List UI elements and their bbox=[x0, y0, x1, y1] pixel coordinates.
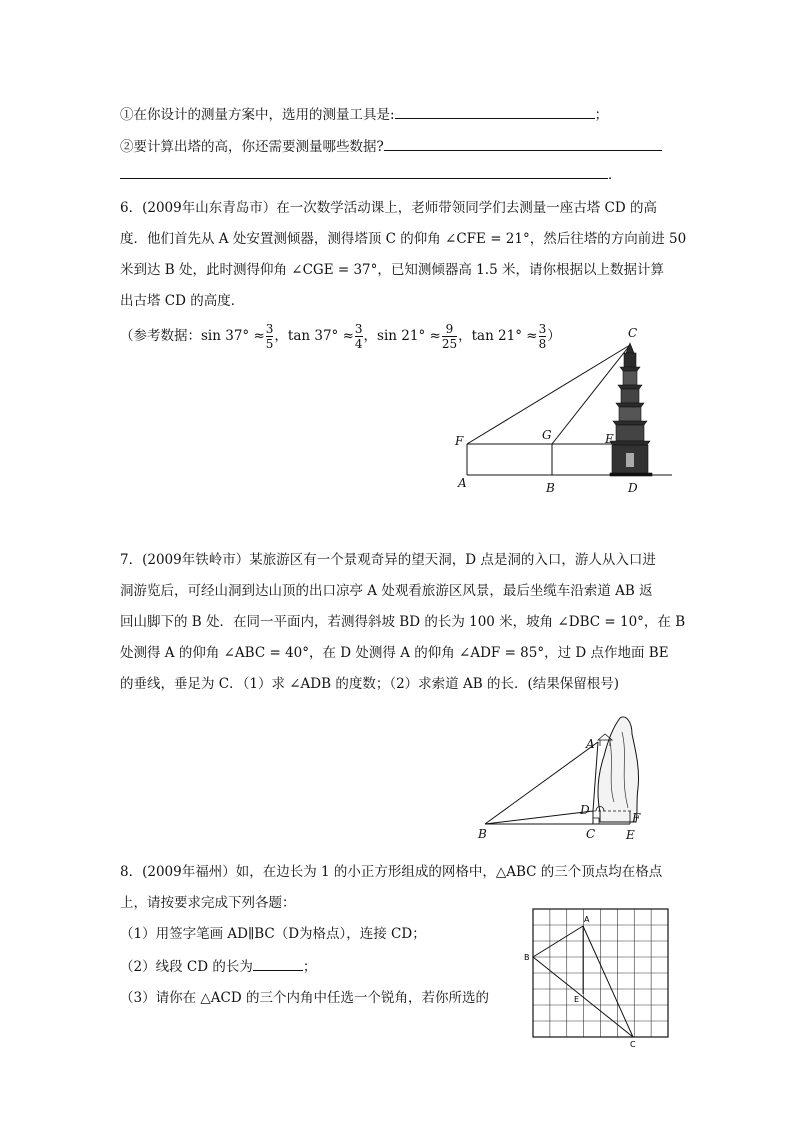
q6-ref-prefix: （参考数据：sin 37° ≈ bbox=[120, 328, 265, 344]
q6-label-a: A bbox=[458, 476, 467, 490]
q6-frac-sin21: $\frac{9}{25}$ bbox=[441, 322, 458, 351]
q8-label-c: C bbox=[630, 1040, 636, 1049]
mountain-icon bbox=[598, 717, 639, 822]
q7-label-c: C bbox=[586, 827, 596, 841]
q8-figure bbox=[518, 904, 678, 1049]
q8-item2-blank[interactable] bbox=[253, 956, 303, 971]
q6-ref-tan37-label: ，tan 37° ≈ bbox=[274, 328, 354, 344]
q8-item3: （3）请你在 △ACD 的三个内角中任选一个锐角，若你所选的 bbox=[120, 990, 489, 1006]
q8-line2: 上，请按要求完成下列各题： bbox=[120, 895, 296, 911]
q8-line-ab bbox=[533, 926, 583, 957]
q8-label-e: E bbox=[574, 995, 580, 1004]
q5-item2-blank-2[interactable] bbox=[120, 164, 608, 179]
q6-label-f: F bbox=[455, 434, 464, 448]
q6-line1: 6．(2009年山东青岛市）在一次数学活动课上，老师带领同学们去测量一座古塔 CD 的高 bbox=[120, 200, 657, 216]
q7-line3: 回山脚下的 B 处．在同一平面内，若测得斜坡 BD 的长为 100 米，坡角 ∠DBC = 10°，在 B bbox=[120, 614, 686, 630]
q6-label-b: B bbox=[546, 481, 555, 495]
q7-label-f: F bbox=[632, 811, 641, 825]
q6-line3: 米到达 B 处，此时测得仰角 ∠CGE = 37°，已知测倾器高 1.5 米，请你根据以上数据计算 bbox=[120, 262, 664, 278]
q6-line4: 出古塔 CD 的高度． bbox=[120, 293, 245, 309]
q8-item1: （1）用签字笔画 AD∥BC（D为格点），连接 CD； bbox=[120, 926, 426, 942]
q5-item2-text: ②要计算出塔的高，你还需要测量哪些数据? bbox=[120, 139, 384, 155]
q6-frac-sin37: $\frac{3}{5}$ bbox=[265, 322, 274, 351]
q8-item2-text: （2）线段 CD 的长为 bbox=[120, 959, 253, 975]
q7-line4: 处测得 A 的仰角 ∠ABC = 40°，在 D 处测得 A 的仰角 ∠ADF = 85°，过 D 点作地面 BE bbox=[120, 645, 669, 661]
q7-label-d: D bbox=[580, 803, 590, 817]
q6-frac-tan37: $\frac{3}{4}$ bbox=[354, 322, 363, 351]
q8-item2 bbox=[120, 956, 316, 977]
q8-grid-svg bbox=[518, 904, 678, 1049]
q5-item2-cont bbox=[120, 164, 622, 185]
q7-line1: 7．(2009年铁岭市）某旅游区有一个景观奇异的望天洞，D 点是洞的入口，游人从入口进 bbox=[120, 552, 656, 568]
q6-figure bbox=[450, 325, 680, 500]
q5-item2-end: ． bbox=[608, 167, 622, 183]
q6-ref-sin21-label: ，sin 21° ≈ bbox=[363, 328, 441, 344]
q7-line-bd bbox=[485, 811, 593, 824]
q5-item1 bbox=[120, 104, 608, 125]
q5-item2-blank[interactable] bbox=[384, 136, 662, 151]
q8-label-a: A bbox=[584, 915, 590, 924]
q5-item2 bbox=[120, 136, 662, 157]
q6-frac-tan21: $\frac{3}{8}$ bbox=[538, 322, 547, 351]
q7-label-b: B bbox=[478, 827, 487, 841]
q7-label-a: A bbox=[586, 737, 595, 751]
q8-line-ac bbox=[583, 926, 633, 1037]
q7-line2: 洞游览后，可经山洞到达山顶的出口凉亭 A 处观看旅游区风景，最后坐缆车沿索道 AB 返 bbox=[120, 583, 653, 599]
q8-item2-end: ； bbox=[302, 959, 317, 975]
q7-figure bbox=[470, 712, 670, 847]
q5-item1-text: ①在你设计的测量方案中，选用的测量工具是: bbox=[120, 107, 395, 123]
q6-line2: 度．他们首先从 A 处安置测倾器，测得塔顶 C 的仰角 ∠CFE = 21°，然后往塔的方向前进 50 bbox=[120, 231, 687, 247]
q7-line-da bbox=[593, 742, 598, 811]
q6-figure-svg bbox=[450, 325, 680, 500]
q6-ref-tan21-label: ，tan 21° ≈ bbox=[458, 328, 538, 344]
q8-line1: 8．(2009年福州）如，在边长为 1 的小正方形组成的网格中，△ABC 的三个顶点均在格点 bbox=[120, 864, 663, 880]
q6-ref-end: ） bbox=[547, 328, 561, 344]
q6-label-e: E bbox=[605, 432, 614, 446]
q7-figure-svg bbox=[470, 712, 670, 847]
q6-label-d: D bbox=[628, 481, 638, 495]
q6-label-g: G bbox=[542, 428, 552, 442]
q7-line5: 的垂线，垂足为 C．（1）求 ∠ADB 的度数；（2）求索道 AB 的长．(结果保留根号) bbox=[120, 676, 619, 692]
q8-label-b: B bbox=[524, 953, 530, 962]
q6-label-c: C bbox=[628, 326, 638, 340]
q5-item1-end: ； bbox=[594, 107, 609, 123]
q5-item1-blank[interactable] bbox=[395, 104, 595, 119]
q7-label-e: E bbox=[626, 828, 635, 842]
